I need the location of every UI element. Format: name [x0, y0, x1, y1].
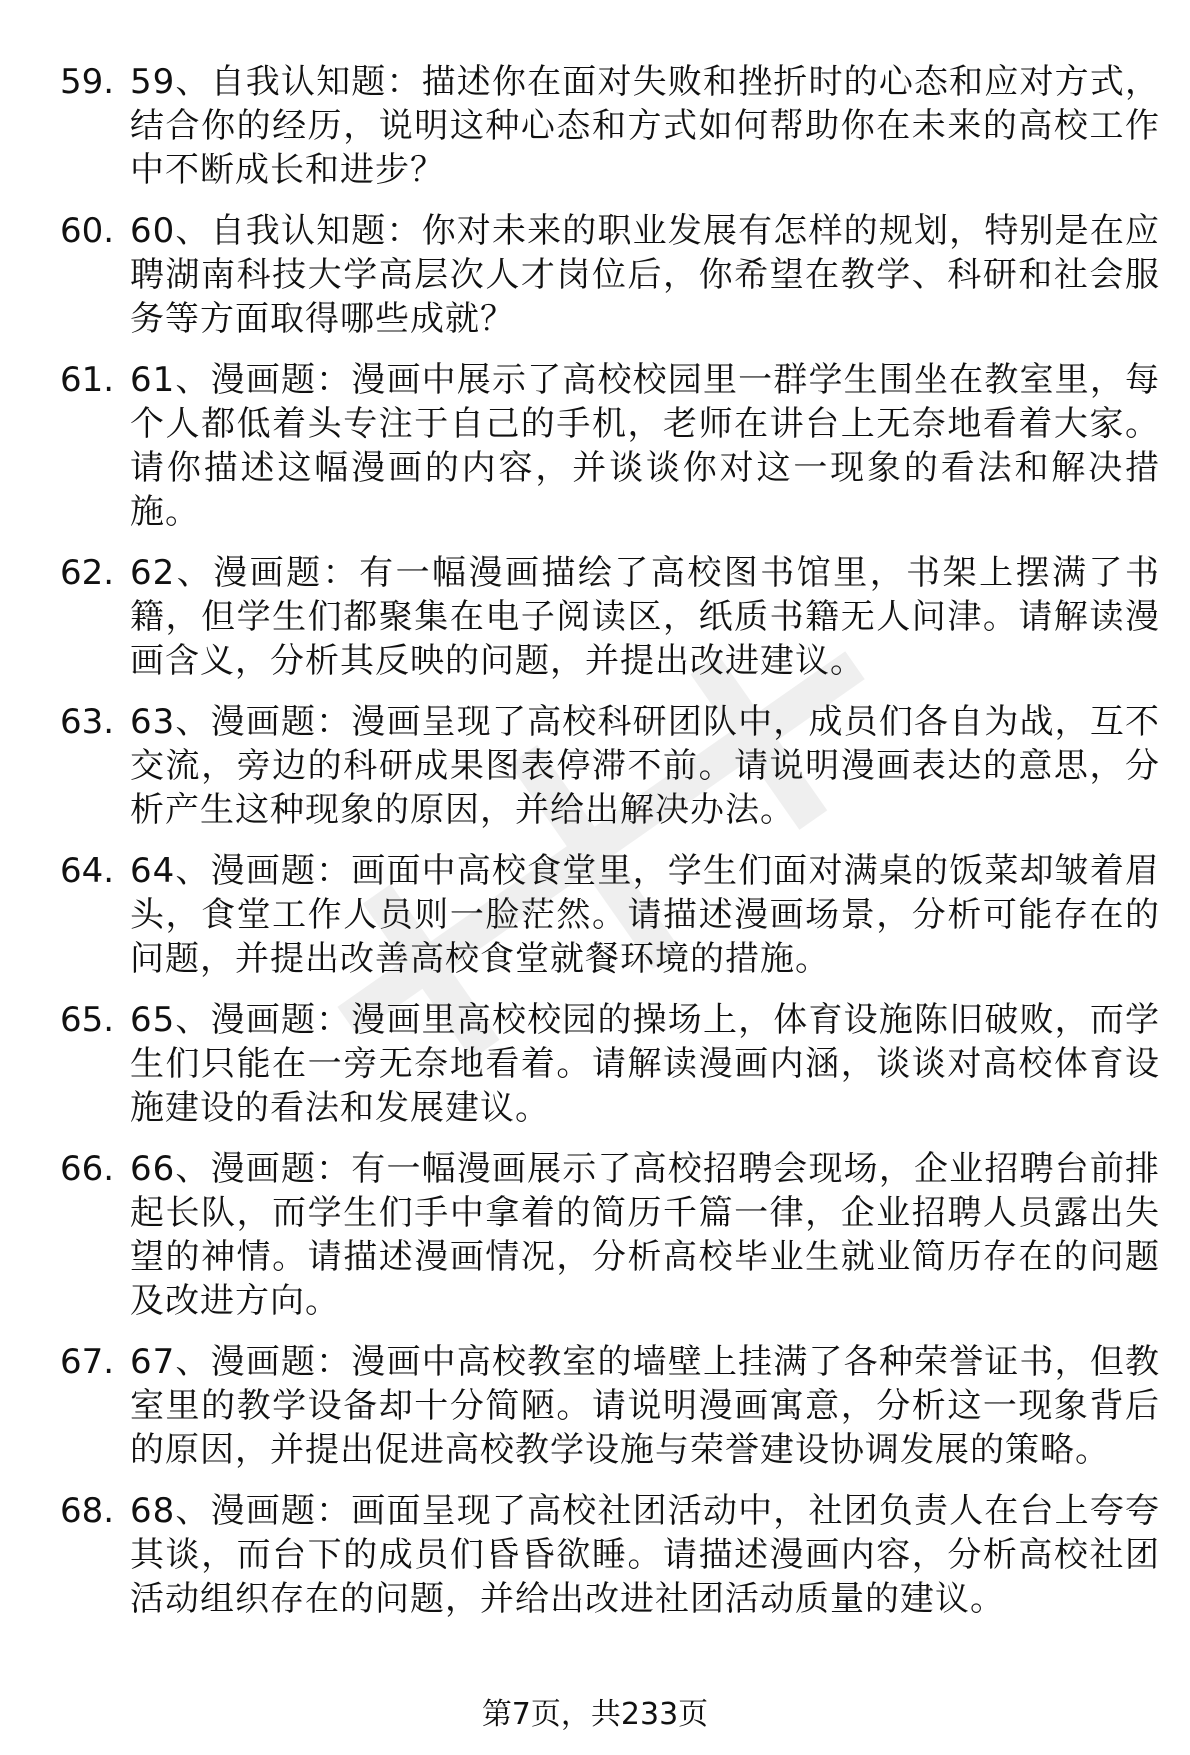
question-number: 66.	[60, 1149, 115, 1189]
question-text: 64、漫画题：画面中高校食堂里，学生们面对满桌的饭菜却皱着眉头，食堂工作人员则一脸茫然。请描述漫画场景，分析可能存在的问题，并提出改善高校食堂就餐环境的措施。	[130, 851, 1160, 979]
question-text: 60、自我认知题：你对未来的职业发展有怎样的规划，特别是在应聘湖南科技大学高层次人才岗位后，你希望在教学、科研和社会服务等方面取得哪些成就？	[130, 211, 1160, 339]
question-text: 68、漫画题：画面呈现了高校社团活动中，社团负责人在台上夸夸其谈，而台下的成员们昏昏欲睡。请描述漫画内容，分析高校社团活动组织存在的问题，并给出改进社团活动质量的建议。	[130, 1491, 1160, 1619]
question-text: 65、漫画题：漫画里高校校园的操场上，体育设施陈旧破败，而学生们只能在一旁无奈地看着。请解读漫画内涵，谈谈对高校体育设施建设的看法和发展建议。	[130, 1000, 1160, 1128]
question-item	[60, 1340, 1160, 1472]
question-number: 68.	[60, 1491, 115, 1531]
question-number: 63.	[60, 702, 115, 742]
question-item	[60, 60, 1160, 192]
question-text: 61、漫画题：漫画中展示了高校校园里一群学生围坐在教室里，每个人都低着头专注于自己的手机，老师在讲台上无奈地看着大家。请你描述这幅漫画的内容，并谈谈你对这一现象的看法和解决措施。	[130, 360, 1160, 532]
question-number: 59.	[60, 62, 115, 102]
question-item	[60, 998, 1160, 1130]
question-item	[60, 209, 1160, 341]
question-text: 67、漫画题：漫画中高校教室的墙壁上挂满了各种荣誉证书，但教室里的教学设备却十分简陋。请说明漫画寓意，分析这一现象背后的原因，并提出促进高校教学设施与荣誉建设协调发展的策略。	[130, 1342, 1160, 1470]
question-number: 60.	[60, 211, 115, 251]
question-text: 62、漫画题：有一幅漫画描绘了高校图书馆里，书架上摆满了书籍，但学生们都聚集在电子阅读区，纸质书籍无人问津。请解读漫画含义，分析其反映的问题，并提出改进建议。	[130, 553, 1160, 681]
question-number: 67.	[60, 1342, 115, 1382]
question-text: 59、自我认知题：描述你在面对失败和挫折时的心态和应对方式，结合你的经历，说明这种心态和方式如何帮助你在未来的高校工作中不断成长和进步？	[130, 62, 1160, 190]
question-number: 64.	[60, 851, 115, 891]
page-number-footer: 第7页，共233页	[481, 1697, 709, 1732]
question-list	[60, 60, 1160, 1638]
question-item	[60, 358, 1160, 534]
question-item	[60, 700, 1160, 832]
question-number: 65.	[60, 1000, 115, 1040]
question-item	[60, 1147, 1160, 1323]
question-number: 62.	[60, 553, 115, 593]
question-item	[60, 849, 1160, 981]
question-item	[60, 551, 1160, 683]
question-number: 61.	[60, 360, 115, 400]
question-text: 63、漫画题：漫画呈现了高校科研团队中，成员们各自为战，互不交流，旁边的科研成果图表停滞不前。请说明漫画表达的意思，分析产生这种现象的原因，并给出解决办法。	[130, 702, 1160, 830]
question-text: 66、漫画题：有一幅漫画展示了高校招聘会现场，企业招聘台前排起长队，而学生们手中拿着的简历千篇一律，企业招聘人员露出失望的神情。请描述漫画情况，分析高校毕业生就业简历存在的问题及改进方向。	[130, 1149, 1160, 1321]
question-item	[60, 1489, 1160, 1621]
